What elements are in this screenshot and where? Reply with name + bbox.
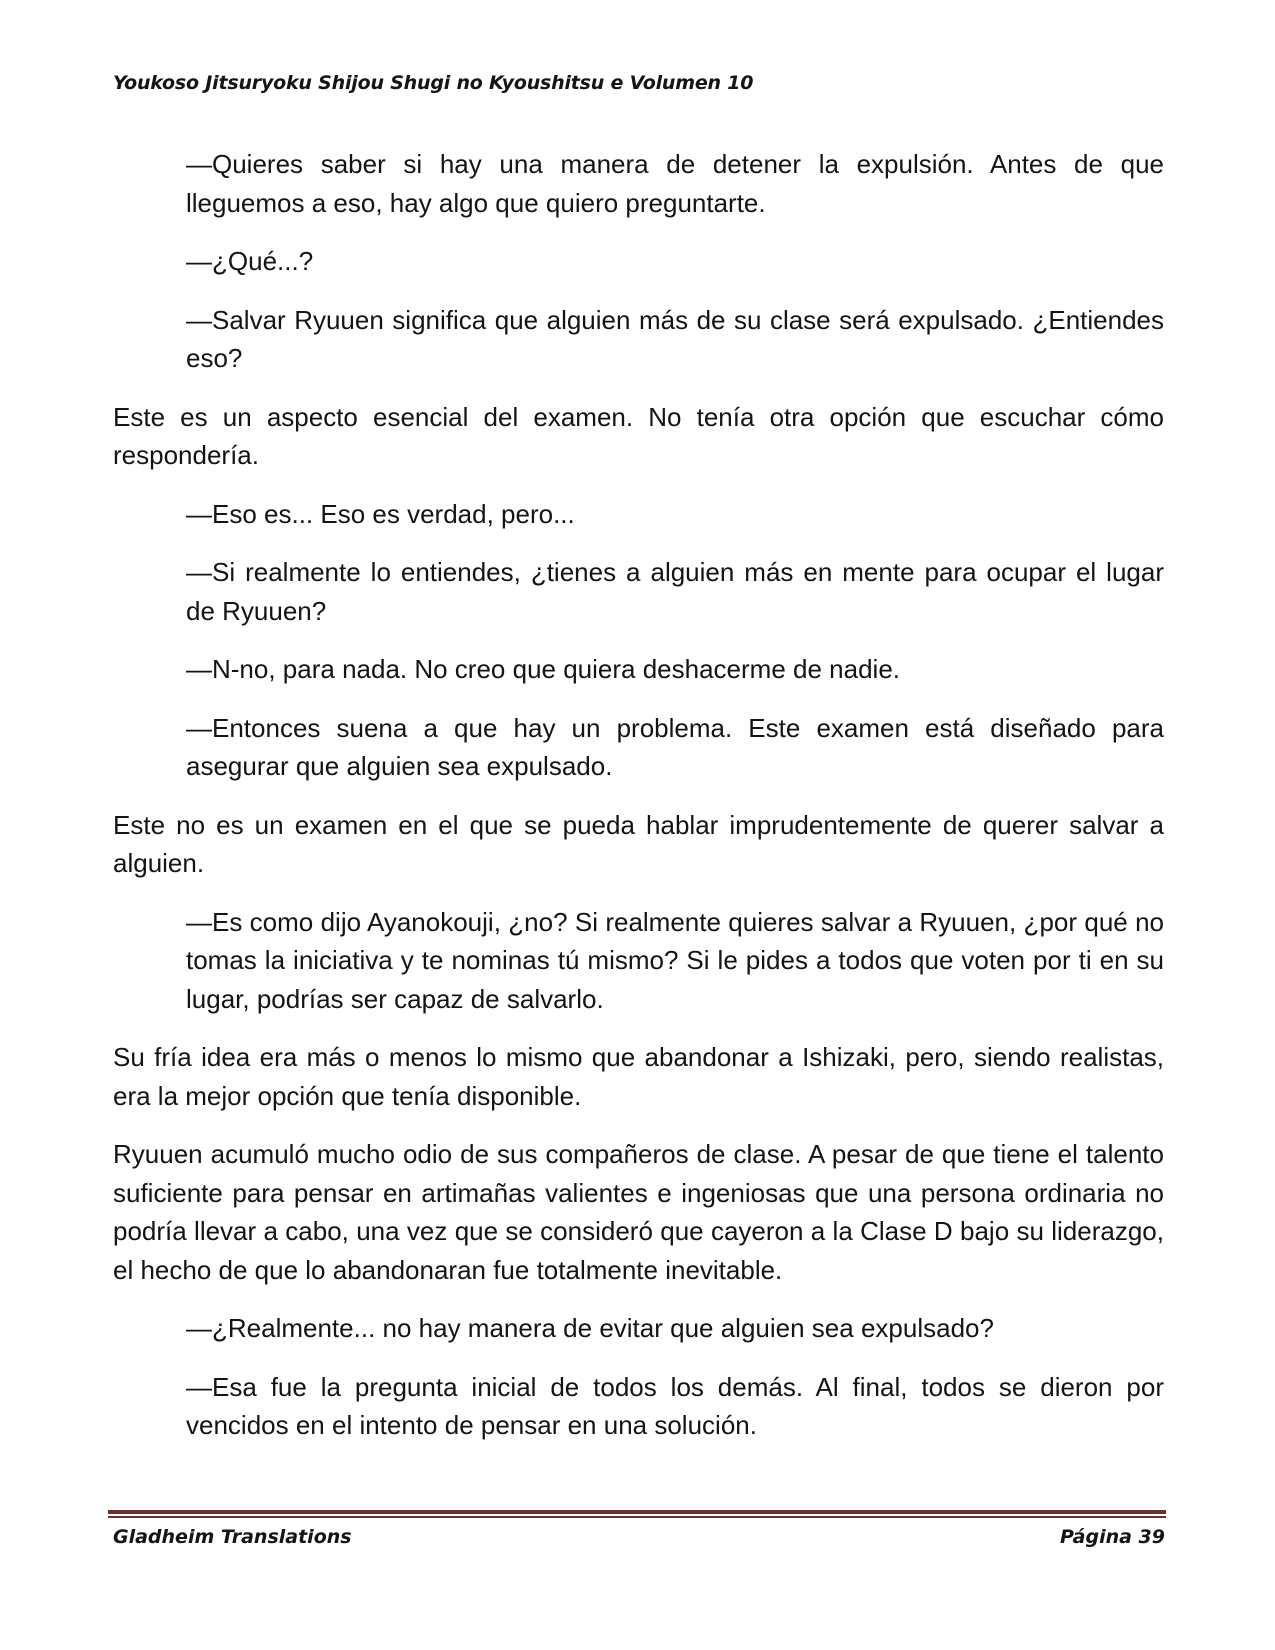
dialogue-paragraph: —Entonces suena a que hay un problema. Este examen está diseñado para asegurar que alguien sea expulsado. <box>186 712 1164 781</box>
dialogue-paragraph: —Salvar Ryuuen significa que alguien más de su clase será expulsado. ¿Entiendes eso? <box>186 304 1164 373</box>
dialogue-paragraph: —Si realmente lo entiendes, ¿tienes a alguien más en mente para ocupar el lugar de Ryuuen? <box>186 557 1164 626</box>
dialogue-paragraph: —Es como dijo Ayanokouji, ¿no? Si realmente quieres salvar a Ryuuen, ¿por qué no tomas la iniciativa y te nominas tú mismo? Si le pides a todos que voten por ti en su lugar, podrías ser capaz de salvarlo. <box>186 906 1164 1014</box>
narration-paragraph: Este es un aspecto esencial del examen. No tenía otra opción que escuchar cómo respondería. <box>113 401 1164 470</box>
footer-divider <box>108 1510 1166 1518</box>
dialogue-paragraph: —¿Realmente... no hay manera de evitar que alguien sea expulsado? <box>186 1313 994 1343</box>
footer-divider-thin-line <box>108 1516 1166 1518</box>
narration-paragraph: Ryuuen acumuló mucho odio de sus compañeros de clase. A pesar de que tiene el talento suficiente para pensar en artimañas valientes e ingeniosas que una persona ordinaria no podría llevar a cabo, una vez que se consideró que cayeron a la Clase D bajo su liderazgo, el hecho de que lo abandonaran fue totalmente inevitable. <box>113 1139 1164 1285</box>
dialogue-paragraph: —Esa fue la pregunta inicial de todos los demás. Al final, todos se dieron por vencidos en el intento de pensar en una solución. <box>186 1371 1164 1440</box>
narration-paragraph: Este no es un examen en el que se pueda hablar imprudentemente de querer salvar a alguien. <box>113 809 1164 878</box>
page-header-title: Youkoso Jitsuryoku Shijou Shugi no Kyoushitsu e Volumen 10 <box>113 72 754 94</box>
page-body <box>113 145 1164 1465</box>
narration-paragraph: Su fría idea era más o menos lo mismo que abandonar a Ishizaki, pero, siendo realistas, era la mejor opción que tenía disponible. <box>113 1042 1164 1111</box>
footer-divider-thick-line <box>108 1510 1166 1514</box>
dialogue-paragraph: —N-no, para nada. No creo que quiera deshacerme de nadie. <box>186 654 900 684</box>
dialogue-paragraph: —Eso es... Eso es verdad, pero... <box>186 498 575 529</box>
footer-publisher: Gladheim Translations <box>113 1526 352 1548</box>
dialogue-paragraph: —¿Qué...? <box>186 246 314 276</box>
dialogue-paragraph: —Quieres saber si hay una manera de detener la expulsión. Antes de que lleguemos a eso, hay algo que quiero preguntarte. <box>186 149 1164 218</box>
footer-page-number: Página 39 <box>1059 1526 1165 1548</box>
